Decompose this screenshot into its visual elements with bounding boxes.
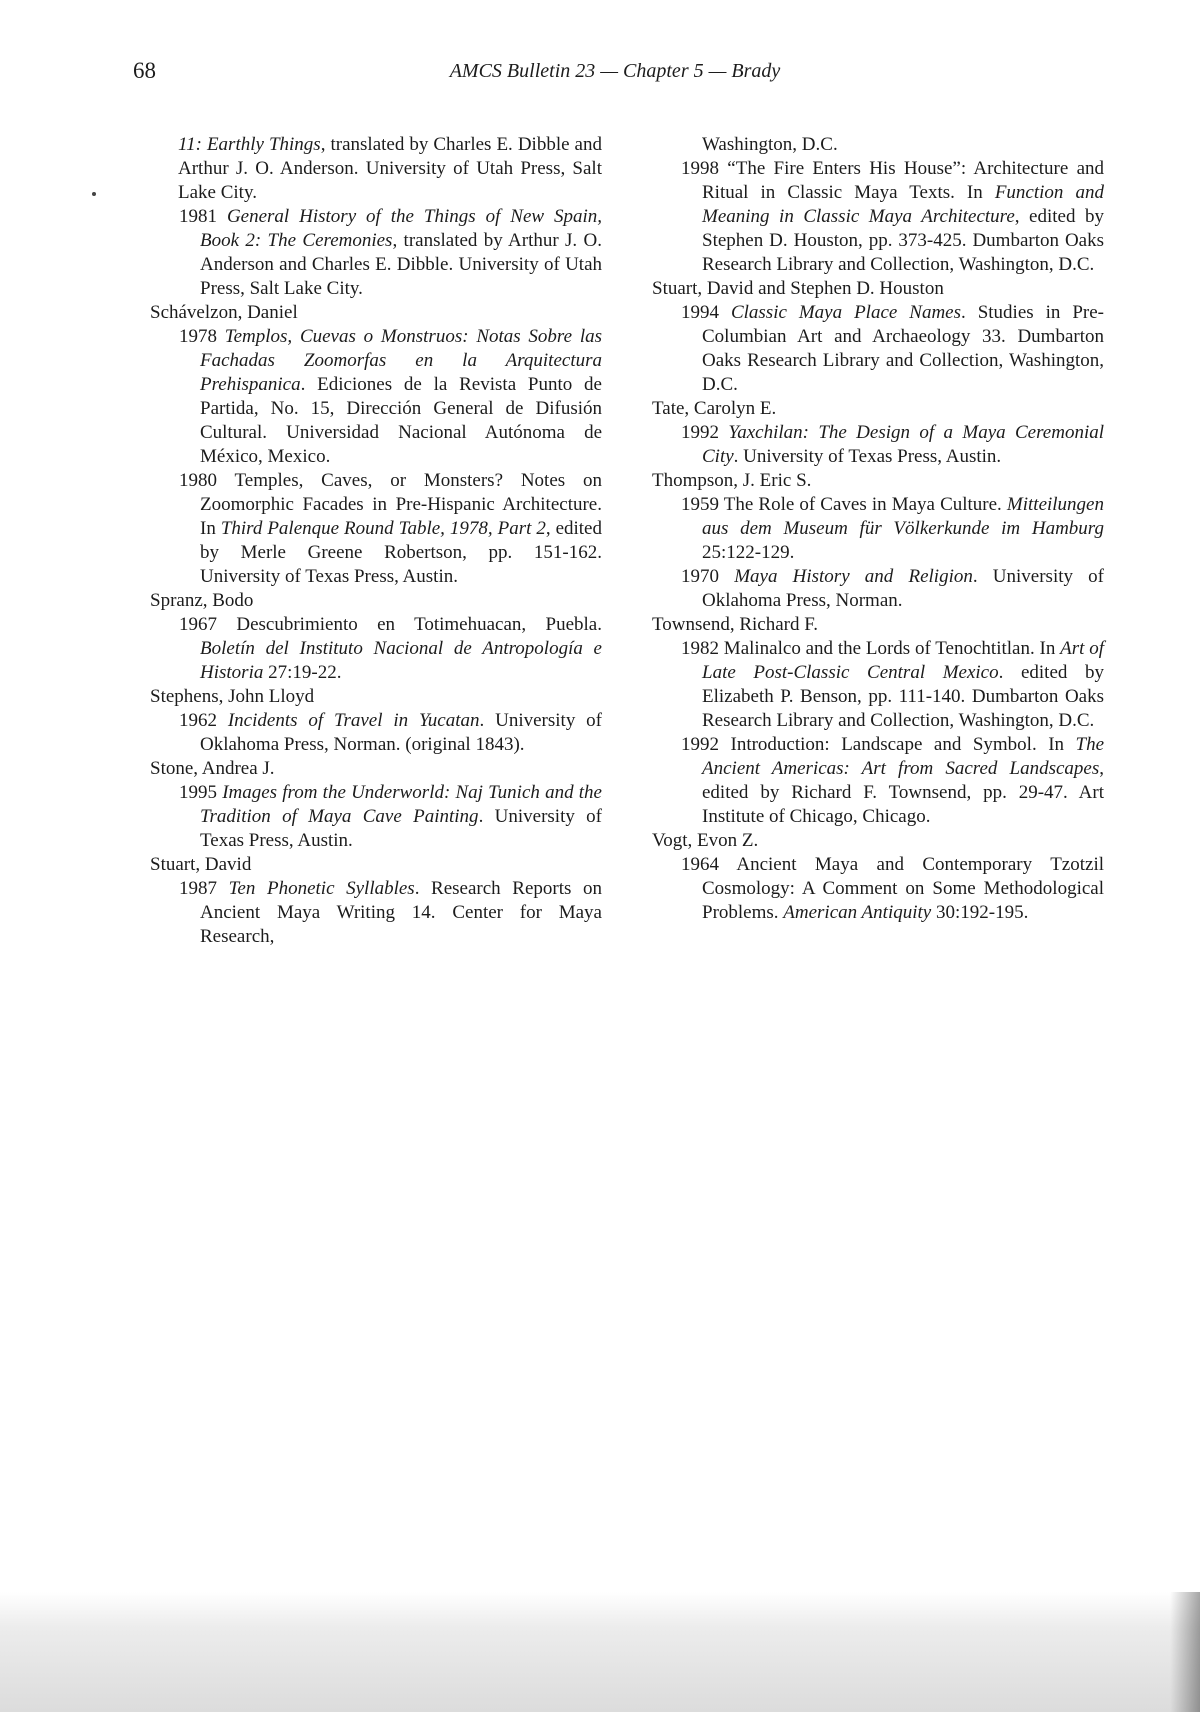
reference-text: Washington, D.C. <box>702 134 838 155</box>
reference-text: Introduction: Landscape and Symbol. In <box>730 734 1076 755</box>
reference-entry <box>652 421 1104 469</box>
reference-entry <box>150 709 602 757</box>
stray-mark <box>92 192 96 196</box>
reference-text: . edited by Elizabeth P. Benson, pp. 111-140. Dumbarton Oaks Research Library and Collection, Washington, D.C. <box>702 662 1104 731</box>
reference-entry <box>652 733 1104 829</box>
reference-year: 1992 <box>681 734 719 755</box>
reference-entry <box>150 133 602 205</box>
reference-entry <box>652 853 1104 925</box>
reference-title: Images from the Underworld: Naj Tunich and the Tradition of Maya Cave Painting <box>200 782 602 827</box>
reference-title: Boletín del Instituto Nacional de Antropología e Historia <box>200 638 602 683</box>
reference-text: The Role of Caves in Maya Culture. <box>723 494 1007 515</box>
reference-text: . Ediciones de la Revista Punto de Partida, No. 15, Dirección General de Difusión Cultural. Universidad Nacional Autónoma de México, Mexico. <box>200 374 602 467</box>
reference-title: Classic Maya Place Names <box>730 302 961 323</box>
reference-text: Malinalco and the Lords of Tenochtitlan. In <box>723 638 1061 659</box>
reference-title: Ten Phonetic Syllables <box>228 878 415 899</box>
reference-title: American Antiquity <box>783 902 932 923</box>
reference-entry <box>652 301 1104 397</box>
reference-entry <box>652 493 1104 565</box>
author-heading: Schávelzon, Daniel <box>150 302 298 323</box>
reference-text: , edited by Merle Greene Robertson, pp. 151-162. University of Texas Press, Austin. <box>200 518 602 587</box>
reference-year: 1978 <box>179 326 217 347</box>
reference-text: Descubrimiento en Totimehuacan, Puebla. <box>236 614 602 635</box>
reference-year: 1992 <box>681 422 719 443</box>
reference-year: 1998 <box>681 158 719 179</box>
reference-entry <box>150 325 602 469</box>
reference-title: The Ancient Americas: Art from Sacred Landscapes <box>702 734 1105 779</box>
reference-text: “The Fire Enters His House”: Architecture and Ritual in Classic Maya Texts. In <box>702 158 1105 203</box>
reference-year: 1995 <box>179 782 217 803</box>
reference-year: 1964 <box>681 854 719 875</box>
reference-text: . Studies in Pre-Columbian Art and Archaeology 33. Dumbarton Oaks Research Library and Collection, Washington, D.C. <box>702 302 1104 395</box>
reference-entry <box>150 469 602 589</box>
reference-title: Templos, Cuevas o Monstruos: Notas Sobre las Fachadas Zoomorfas en la Arquitectura Prehispanica <box>200 326 603 395</box>
reference-entry <box>150 781 602 853</box>
reference-text: , translated by Arthur J. O. Anderson and Charles E. Dibble. University of Utah Press, Salt Lake City. <box>200 230 602 299</box>
reference-text: , edited by Stephen D. Houston, pp. 373-425. Dumbarton Oaks Research Library and Collection, Washington, D.C. <box>702 206 1104 275</box>
reference-entry <box>150 613 602 685</box>
reference-title: Yaxchilan: The Design of a Maya Ceremonial City <box>702 422 1105 467</box>
author-heading: Townsend, Richard F. <box>652 614 819 635</box>
page-number: 68 <box>133 58 156 83</box>
left-column <box>150 133 602 949</box>
reference-text: 27:19-22. <box>263 662 342 683</box>
reference-title: Incidents of Travel in Yucatan <box>227 710 480 731</box>
reference-entry <box>652 637 1104 733</box>
reference-title: Mitteilungen aus dem Museum für Völkerkunde im Hamburg <box>702 494 1104 539</box>
reference-title: General History of the Things of New Spain, Book 2: The Ceremonies <box>200 206 603 251</box>
reference-year: 1967 <box>179 614 217 635</box>
scan-bottom-shadow <box>0 1592 1200 1712</box>
author-heading: Stephens, John Lloyd <box>150 686 315 707</box>
running-head: AMCS Bulletin 23 — Chapter 5 — Brady <box>449 60 781 82</box>
reference-year: 1959 <box>681 494 719 515</box>
author-heading: Vogt, Evon Z. <box>652 830 759 851</box>
reference-year: 1987 <box>179 878 217 899</box>
reference-text: , edited by Richard F. Townsend, pp. 29-47. Art Institute of Chicago, Chicago. <box>702 758 1104 827</box>
author-heading: Tate, Carolyn E. <box>652 398 777 419</box>
author-heading: Stuart, David <box>150 854 252 875</box>
reference-entry <box>652 565 1104 613</box>
author-heading: Stuart, David and Stephen D. Houston <box>652 278 944 299</box>
reference-year: 1980 <box>179 470 217 491</box>
reference-year: 1970 <box>681 566 719 587</box>
reference-text: . University of Texas Press, Austin. <box>200 806 602 851</box>
reference-text: . Research Reports on Ancient Maya Writing 14. Center for Maya Research, <box>200 878 602 947</box>
reference-text: . University of Oklahoma Press, Norman. (original 1843). <box>200 710 602 755</box>
reference-text: . University of Texas Press, Austin. <box>733 446 1002 467</box>
reference-year: 1982 <box>681 638 719 659</box>
author-heading: Stone, Andrea J. <box>150 758 275 779</box>
reference-year: 1994 <box>681 302 719 323</box>
reference-entry <box>150 205 602 301</box>
reference-title: Art of Late Post-Classic Central Mexico <box>702 638 1104 683</box>
reference-text: , translated by Charles E. Dibble and Arthur J. O. Anderson. University of Utah Press, Salt Lake City. <box>178 134 602 203</box>
reference-text: Temples, Caves, or Monsters? Notes on Zoomorphic Facades in Pre-Hispanic Architecture. In <box>200 470 602 539</box>
right-column <box>652 133 1104 925</box>
reference-entry <box>150 877 602 949</box>
scan-corner-shadow <box>1170 1592 1200 1712</box>
reference-title: Function and Meaning in Classic Maya Architecture <box>702 182 1104 227</box>
reference-year: 1962 <box>179 710 217 731</box>
reference-text: 30:192-195. <box>931 902 1029 923</box>
author-heading: Thompson, J. Eric S. <box>652 470 812 491</box>
reference-title: 11: Earthly Things <box>178 134 321 155</box>
reference-title: Maya History and Religion <box>734 566 973 587</box>
reference-text: . University of Oklahoma Press, Norman. <box>702 566 1105 611</box>
page-header <box>0 58 1200 94</box>
reference-text: Ancient Maya and Contemporary Tzotzil Cosmology: A Comment on Some Methodological Problems. <box>702 854 1105 923</box>
reference-entry <box>652 157 1104 277</box>
reference-entry <box>652 133 1104 157</box>
author-heading: Spranz, Bodo <box>150 590 254 611</box>
reference-title: Third Palenque Round Table, 1978, Part 2 <box>220 518 546 539</box>
reference-year: 1981 <box>179 206 217 227</box>
reference-text: 25:122-129. <box>702 542 795 563</box>
